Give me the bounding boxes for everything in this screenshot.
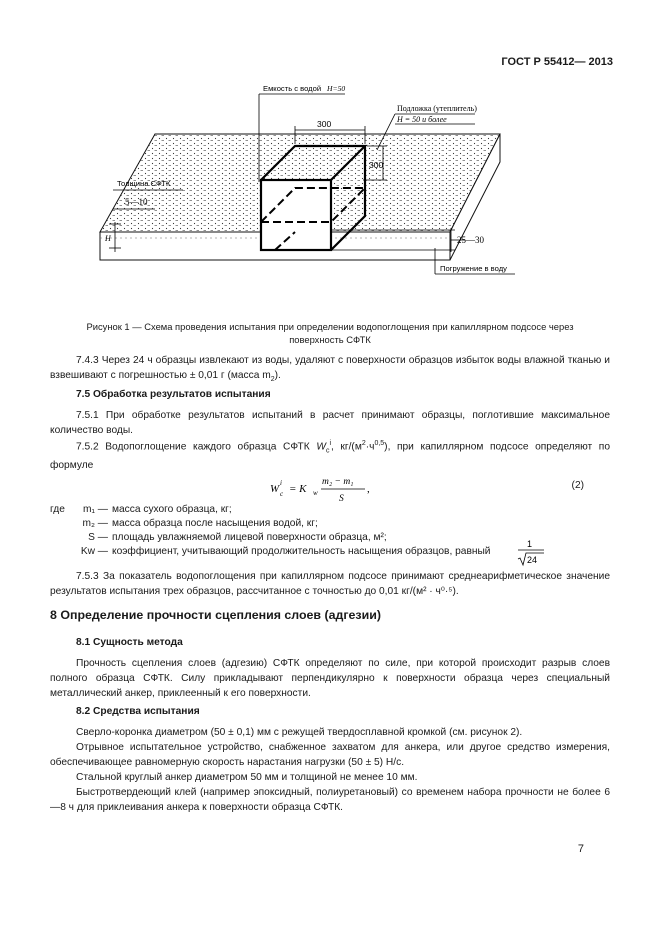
label-substrate-h: H = 50 и более <box>397 115 447 124</box>
section-8-1-title: 8.1 Сущность метода <box>76 637 183 648</box>
svg-text:= K: = K <box>289 483 307 495</box>
dim-thickness: 5—10 <box>125 197 148 207</box>
dim-side: 300 <box>369 160 384 170</box>
where-lead: где <box>50 504 65 515</box>
section-8-2-title: 8.2 Средства испытания <box>76 706 200 717</box>
svg-text:,: , <box>367 483 370 495</box>
section-8-title: 8 Определение прочности сцепления слоев (адгезии) <box>50 608 381 622</box>
paragraph-8-2-device: Отрывное испытательное устройство, снабженное захватом для анкера, или другое средство измерения, обеспечивающее равномерную скорость нарастания нагрузки (50 ± 5) Н/с. <box>50 742 610 768</box>
formula-2 <box>270 472 470 506</box>
paragraph-7-5-1: 7.5.1 При обработке результатов испытаний в расчет принимают образцы, поглотившие максимальное количество воды. <box>50 410 610 436</box>
kw-fraction <box>516 537 546 567</box>
figure-caption: Рисунок 1 — Схема проведения испытания при определении водопоглощения при капиллярном подсосе через поверхность СФТК <box>86 321 574 345</box>
label-container-h: H=50 <box>327 84 346 93</box>
document-header: ГОСТ Р 55412— 2013 <box>501 56 613 68</box>
label-thickness: Толщина СФТК <box>117 179 171 188</box>
svg-text:i: i <box>280 479 282 487</box>
label-immersion: Погружение в воду <box>440 264 507 273</box>
svg-text:m₂ − m₁: m₂ − m₁ <box>322 477 354 487</box>
section-7-5-title: 7.5 Обработка результатов испытания <box>76 389 271 400</box>
paragraph-8-2-anchor: Стальной круглый анкер диаметром 50 мм и толщиной не менее 10 мм. <box>76 772 418 783</box>
svg-text:c: c <box>280 490 284 498</box>
svg-text:S: S <box>339 494 344 504</box>
paragraph-8-2-drill: Сверло-коронка диаметром (50 ± 0,1) мм с режущей твердосплавной кромкой (см. рисунок 2). <box>76 727 523 738</box>
paragraph-8-2-glue: Быстротвердеющий клей (например эпоксидный, полиуретановый) со временем набора прочности не более 6—8 ч для приклеивания анкера к поверхности образца СФТК. <box>50 787 610 813</box>
paragraph-7-4-3: 7.4.3 Через 24 ч образцы извлекают из воды, удаляют с поверхности образцов избыток воды влажной тканью и взвешивают с погрешностью ± 0,01 г (масса $m_2$). <box>50 355 610 384</box>
label-substrate: Подложка (утеплитель) <box>397 104 477 113</box>
dim-immersion: 25—30 <box>457 235 484 245</box>
paragraph-8-1: Прочность сцепления слоев (адгезию) СФТК определяют по силе, при которой происходит разрыв слоев полного образца СФТК. Силу прикладывают перпендикулярно к поверхности образца через специальный металлический анкер, приклеенный к его поверхности. <box>50 658 610 699</box>
label-container: Емкость с водой <box>263 84 322 93</box>
page-number: 7 <box>577 843 584 855</box>
svg-text:w: w <box>313 489 318 497</box>
equation-number: (2) <box>571 480 584 491</box>
figure-1-diagram <box>95 82 535 314</box>
dim-top: 300 <box>317 119 332 129</box>
svg-text:24: 24 <box>527 555 538 565</box>
label-h: H <box>105 234 111 243</box>
paragraph-7-5-2: 7.5.2 Водопоглощение каждого образца СФТК $W_c^i$, $кг/(м^2\cdot ч^{0,5})$, при капиллярном подсосе определяют по формуле <box>50 440 610 472</box>
paragraph-7-5-3: 7.5.3 За показатель водопоглощения при капиллярном подсосе принимают среднеарифметическое значение результатов испытания трех образцов, рассчитанное с точностью до 0,01 кг/(м² · ч⁰·⁵). <box>50 571 610 597</box>
where-list: где m₁ — масса сухого образца, кг; m₂ — масса образца после насыщения водой, кг; S — площадь увлажняемой лицевой поверхности образца, м²; Kw — коэффициент, учитывающий продолжительность насыщения образцов, равный <box>50 504 491 557</box>
svg-text:1: 1 <box>527 539 533 549</box>
svg-text:W: W <box>270 483 280 495</box>
